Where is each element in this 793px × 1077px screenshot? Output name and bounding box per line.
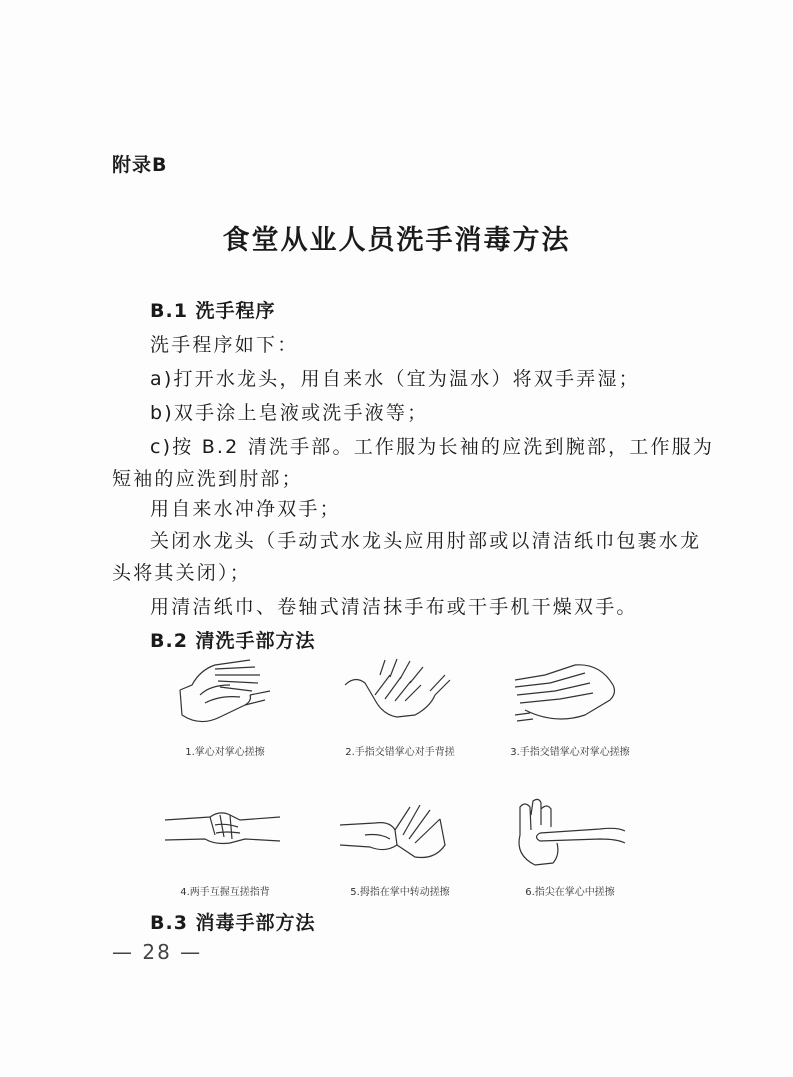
paragraph-line: 洗手程序如下： [150, 334, 299, 356]
handwash-figure-grid [150, 655, 650, 900]
figure-step-4 [150, 795, 300, 915]
palm-to-palm-hands-icon [160, 655, 290, 735]
document-title: 食堂从业人员洗手消毒方法 [222, 225, 571, 256]
figure-caption: 2.手指交错掌心对手背搓 [345, 747, 455, 758]
clasped-fingers-hands-icon [160, 795, 290, 875]
fingers-interlaced-palm-hands-icon [505, 655, 635, 735]
paragraph-line: c)按 B.2 清洗手部。工作服为长袖的应洗到腕部，工作服为 [150, 436, 715, 458]
figure-step-1 [150, 655, 300, 775]
paragraph-line: 短袖的应洗到肘部； [112, 468, 303, 490]
figure-caption: 6.指尖在掌心中搓擦 [525, 887, 615, 898]
figure-caption: 4.两手互握互搓指背 [180, 887, 270, 898]
figure-step-3 [495, 655, 645, 775]
figure-caption: 3.手指交错掌心对掌心搓擦 [510, 747, 630, 758]
paragraph-line: 关闭水龙头（手动式水龙头应用肘部或以清洁纸巾包裹水龙 [150, 530, 702, 552]
paragraph-line: b)双手涂上皂液或洗手液等； [150, 402, 429, 424]
thumb-rotation-hands-icon [335, 795, 465, 875]
paragraph-line: 用清洁纸巾、卷轴式清洁抹手布或干手机干燥双手。 [150, 596, 638, 618]
figure-caption: 5.拇指在掌中转动搓擦 [350, 887, 450, 898]
paragraph-line: 头将其关闭）； [112, 562, 251, 584]
paragraph-line: 用自来水冲净双手； [150, 498, 341, 520]
appendix-label: 附录B [112, 154, 168, 176]
section-heading-b2: B.2 清洗手部方法 [150, 630, 316, 652]
figure-step-6 [495, 795, 645, 915]
section-heading-b1: B.1 洗手程序 [150, 300, 276, 322]
figure-step-2 [325, 655, 475, 775]
figure-caption: 1.掌心对掌心搓擦 [185, 747, 265, 758]
figure-step-5 [325, 795, 475, 915]
fingers-interlaced-back-hands-icon [335, 655, 465, 735]
paragraph-line: a)打开水龙头，用自来水（宜为温水）将双手弄湿； [150, 368, 640, 390]
section-heading-b3: B.3 消毒手部方法 [150, 912, 316, 934]
page-number: — 28 — [112, 940, 203, 964]
fingertips-palm-hands-icon [505, 795, 635, 875]
